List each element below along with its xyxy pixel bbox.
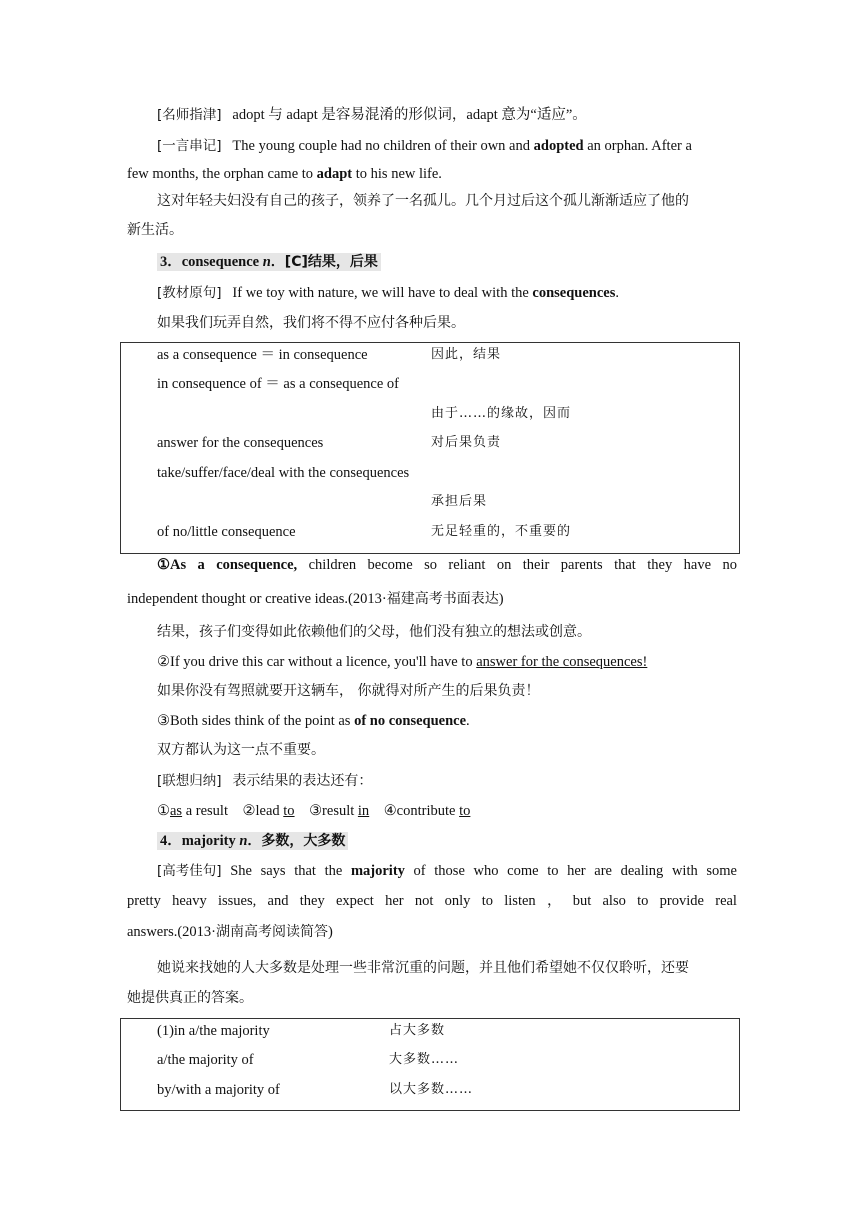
word4-heading [157, 831, 348, 851]
word4-word-token: that [294, 863, 316, 879]
memo-text: to his new life. [355, 166, 442, 182]
example1-end: ) [498, 591, 504, 607]
table2-en: by/with a majority of [157, 1082, 280, 1098]
word4-word-token: only [444, 893, 471, 909]
table2-en: (1)in a/the majority [157, 1023, 270, 1039]
assoc-2-u: to [283, 803, 295, 819]
word4-word-token: who [473, 863, 499, 879]
word3-original-text: If we toy with nature, we will have to deal with the [232, 285, 529, 301]
word4-word-token: to [481, 893, 493, 909]
table1-zh: 无足轻重的，不重要的 [431, 524, 572, 539]
table1-en: of no/little consequence [157, 524, 296, 540]
example3-text: ③Both sides think of the point as [157, 713, 351, 729]
memo-bold: adopted [533, 138, 584, 154]
example1-word: so [424, 557, 437, 573]
assoc-1-num: ① [157, 803, 170, 819]
word4-word-token: and [267, 893, 289, 909]
association-list [157, 801, 470, 821]
word4-sentence-line-2 [127, 891, 737, 911]
table2-en: a/the majority of [157, 1052, 254, 1068]
word4-word-token: expect [335, 893, 374, 909]
word4-word-token: but [572, 893, 592, 909]
assoc-4-u: to [459, 803, 471, 819]
word4-end: ) [328, 924, 333, 940]
example1-word: their [522, 557, 550, 573]
association-text: 表示结果的表达还有： [232, 773, 373, 789]
tip-text: adopt 与 adapt 是容易混淆的形似词，adapt 意为“适应”。 [232, 107, 587, 123]
example1-zh: 结果，孩子们变得如此依赖他们的父母，他们没有独立的想法或创意。 [157, 624, 591, 640]
word4-source: 湖南高考阅读简答 [216, 924, 328, 940]
table1-en: answer for the consequences [157, 435, 324, 451]
memo-line-2 [127, 164, 442, 184]
word4-meaning: ．多数，大多数 [247, 833, 346, 849]
word4-word-token: her [567, 863, 586, 879]
example1-word: consequence, [216, 557, 298, 573]
table1-en: take/suffer/face/deal with the consequences [157, 465, 410, 481]
example1-word: ①As [157, 557, 187, 573]
word4-word-token: says [260, 863, 286, 879]
example3-end: . [466, 713, 470, 729]
example1-word: a [197, 557, 205, 573]
example2-underlined: answer for the consequences! [476, 654, 648, 670]
example1-text: independent thought or creative ideas.(2013· [127, 591, 387, 607]
word4-word-token: to [547, 863, 559, 879]
word4-word-token: are [594, 863, 612, 879]
word3-meaning: ．[C]结果，后果 [270, 254, 378, 270]
tip-tag: [名师指津] [157, 107, 222, 123]
word4-word-token: those [434, 863, 465, 879]
example3 [157, 711, 470, 731]
word3-original [157, 283, 619, 303]
word4-word-token: come [507, 863, 539, 879]
assoc-4: ④contribute [383, 803, 460, 819]
word4-word-token: the [324, 863, 343, 879]
word4-word-token: not [414, 893, 434, 909]
word3-original-tag: [教材原句] [157, 285, 222, 301]
word4-word-token: also [602, 893, 626, 909]
phrase-table-2 [120, 1018, 740, 1111]
assoc-3: ③result [309, 803, 358, 819]
example1-line-2 [127, 589, 504, 609]
word4-number: 4． [160, 833, 182, 849]
word4-zh-1: 她说来找她的人大多数是处理一些非常沉重的问题，并且他们希望她不仅仅聆听，还要 [157, 960, 689, 976]
word3-pos: n [262, 254, 271, 270]
table2-zh: 大多数…… [389, 1052, 460, 1067]
association-tag: [联想归纳] [157, 773, 222, 789]
word3-original-zh: 如果我们玩弄自然，我们将不得不应付各种后果。 [157, 315, 465, 331]
example3-zh: 双方都认为这一点不重要。 [157, 742, 325, 758]
word3-original-end: . [615, 285, 620, 301]
assoc-3-u: in [357, 803, 370, 819]
word3-original-bold: consequences [532, 285, 616, 301]
example1-word: have [683, 557, 712, 573]
example2-zh: 如果你没有驾照就要开这辆车， 你就得对所产生的后果负责！ [157, 683, 540, 699]
word4-word-token: they [299, 893, 325, 909]
memo-zh-1: 这对年轻夫妇没有自己的孩子，领养了一名孤儿。几个月过后这个孤儿渐渐适应了他的 [157, 193, 689, 209]
memo-text: few months, the orphan came to [127, 166, 314, 182]
word4-word-token: some [706, 863, 737, 879]
memo-line-1 [157, 136, 692, 156]
word4-sentence-line-1 [157, 861, 737, 881]
memo-zh-2: 新生活。 [127, 222, 183, 238]
word3-word: consequence [181, 254, 260, 270]
table1-zh: 承担后果 [431, 494, 488, 509]
assoc-2: ②lead [242, 803, 284, 819]
memo-bold: adapt [316, 166, 353, 182]
example3-bold: of no consequence [354, 713, 467, 729]
word4-word-token: with [671, 863, 698, 879]
word4-word-token: She [230, 863, 252, 879]
memo-text: an orphan. After a [587, 138, 692, 154]
example1-word: become [367, 557, 413, 573]
table2-zh: 占大多数 [389, 1023, 446, 1038]
word4-pos: n [239, 833, 248, 849]
word4-word-token: heavy [172, 893, 207, 909]
table1-zh: 对后果负责 [431, 435, 502, 450]
example1-word: reliant [448, 557, 486, 573]
word4-text: answers.(2013· [127, 924, 216, 940]
example2 [157, 652, 647, 672]
word4-word-token: ， [546, 893, 562, 909]
word4-word-token: dealing [620, 863, 664, 879]
memo-text: The young couple had no children of their own and [232, 138, 530, 154]
word3-heading [157, 252, 381, 272]
phrase-table-1 [120, 342, 740, 554]
example1-word: parents [560, 557, 603, 573]
table1-zh: 由于……的缘故，因而 [431, 406, 572, 421]
word4-word: majority [181, 833, 236, 849]
word4-sentence-line-3 [127, 922, 333, 942]
example2-text: ②If you drive this car without a licence, you'll have to [157, 654, 473, 670]
example1-source: 福建高考书面表达 [386, 591, 499, 607]
word4-word-token: pretty [127, 893, 161, 909]
example1-line-1 [157, 555, 737, 575]
word4-word-token: issues, [217, 893, 257, 909]
table1-zh: 因此，结果 [431, 347, 502, 362]
table2-zh: 以大多数…… [389, 1082, 474, 1097]
association-line [157, 771, 372, 791]
tip-line [157, 105, 587, 125]
assoc-1-u: as [170, 803, 183, 819]
example1-word: on [496, 557, 512, 573]
example1-word: no [722, 557, 737, 573]
example1-word: that [614, 557, 636, 573]
assoc-1-rest: a result [182, 803, 228, 819]
table1-en: in consequence of ＝ as a consequence of [157, 376, 399, 392]
word4-zh-2: 她提供真正的答案。 [127, 990, 253, 1006]
word4-word-token: of [413, 863, 426, 879]
word4-word-token: her [385, 893, 404, 909]
word4-tag: [高考佳句] [157, 863, 222, 879]
word3-number: 3． [160, 254, 182, 270]
example1-word: children [308, 557, 357, 573]
memo-tag: [一言串记] [157, 138, 222, 154]
example1-word: they [647, 557, 673, 573]
word4-word-token: provide [659, 893, 704, 909]
word4-word-token: real [715, 893, 737, 909]
word4-word-token: to [637, 893, 649, 909]
word4-word-token: listen [504, 893, 536, 909]
table1-en: as a consequence ＝ in consequence [157, 347, 368, 363]
word4-word-token-bold: majority [350, 863, 405, 879]
